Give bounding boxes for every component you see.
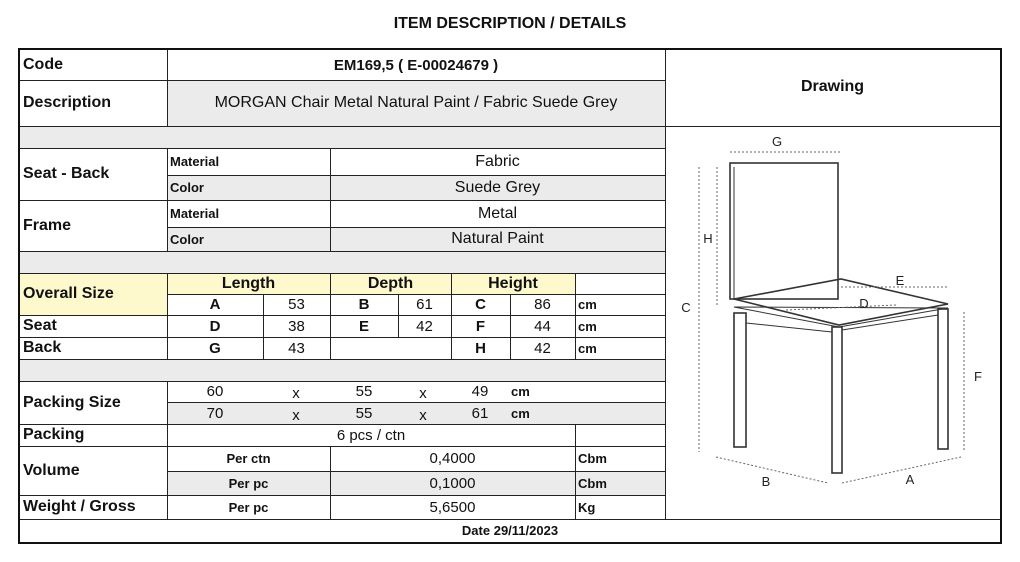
back-label: Back xyxy=(23,339,62,356)
volume-per-pc-label: Per pc xyxy=(228,475,269,491)
frame-color-label: Color xyxy=(170,231,204,247)
packing-label: Packing xyxy=(23,426,85,443)
volume-label: Volume xyxy=(23,461,80,479)
seat-color-label: Color xyxy=(170,180,204,195)
drawing-label-a: A xyxy=(905,472,915,487)
chair-drawing xyxy=(666,127,1000,519)
volume-per-pc-value: 0,1000 xyxy=(429,474,476,492)
packing-size-height: 49 xyxy=(471,383,489,400)
weight-value: 5,6500 xyxy=(429,498,476,516)
back-h-label: H xyxy=(475,339,486,357)
packing-size-height: 61 xyxy=(471,404,489,422)
overall-size-label: Overall Size xyxy=(23,285,114,302)
packing-size-unit: cm xyxy=(511,405,530,421)
description-value: MORGAN Chair Metal Natural Paint / Fabric Suede Grey xyxy=(214,94,618,111)
drawing-label-d: D xyxy=(859,296,869,311)
seat-back-label: Seat - Back xyxy=(23,165,110,182)
overall-b-label: B xyxy=(358,296,370,313)
height-header: Height xyxy=(488,274,538,292)
seat-color-value: Suede Grey xyxy=(454,178,541,196)
seat-e-value: 42 xyxy=(416,317,433,335)
seat-f-label: F xyxy=(475,317,486,335)
packing-size-x: x xyxy=(419,385,427,402)
back-unit: cm xyxy=(578,340,597,356)
overall-a-label: A xyxy=(209,296,221,313)
volume-per-ctn-value: 0,4000 xyxy=(429,450,476,467)
seat-material-value: Fabric xyxy=(475,152,520,170)
overall-c-value: 86 xyxy=(534,296,551,313)
packing-size-x: x xyxy=(419,406,427,424)
seat-f-value: 44 xyxy=(534,317,551,335)
overall-unit: cm xyxy=(578,297,597,312)
seat-d-value: 38 xyxy=(288,317,305,335)
packing-size-width: 55 xyxy=(355,383,373,400)
frame-material-label: Material xyxy=(170,206,220,221)
code-value: EM169,5 ( E-00024679 ) xyxy=(333,56,499,74)
back-h-value: 42 xyxy=(534,339,551,357)
drawing-label-f: F xyxy=(974,369,982,384)
packing-size-x: x xyxy=(292,406,300,424)
seat-d-label: D xyxy=(209,317,221,335)
date-text: Date 29/11/2023 xyxy=(461,523,559,538)
drawing-label-h: H xyxy=(703,231,713,246)
packing-value: 6 pcs / ctn xyxy=(336,426,406,444)
packing-size-unit: cm xyxy=(511,384,530,399)
volume-per-ctn-unit: Cbm xyxy=(578,451,607,466)
packing-size-length: 60 xyxy=(206,383,224,400)
volume-per-ctn-label: Per ctn xyxy=(226,451,271,466)
frame-label: Frame xyxy=(23,216,72,234)
seat-label: Seat xyxy=(23,317,57,334)
seat-material-label: Material xyxy=(170,154,220,169)
back-g-value: 43 xyxy=(288,339,305,357)
packing-size-label: Packing Size xyxy=(23,393,121,411)
length-header: Length xyxy=(221,274,276,292)
packing-size-width: 55 xyxy=(355,404,373,422)
back-g-label: G xyxy=(209,339,221,357)
frame-color-value: Natural Paint xyxy=(451,230,544,247)
volume-per-pc-unit: Cbm xyxy=(578,475,607,491)
seat-e-label: E xyxy=(358,317,369,335)
code-label: Code xyxy=(23,56,63,73)
weight-unit: Kg xyxy=(578,499,596,515)
seat-unit: cm xyxy=(578,318,597,334)
drawing-label-g: G xyxy=(771,134,783,149)
overall-c-label: C xyxy=(475,296,486,313)
drawing-label-c: C xyxy=(681,300,691,315)
page-title: ITEM DESCRIPTION / DETAILS xyxy=(393,15,627,32)
overall-a-value: 53 xyxy=(288,296,305,313)
packing-size-x: x xyxy=(292,385,300,402)
drawing-label-b: B xyxy=(761,474,771,489)
depth-header: Depth xyxy=(367,274,414,292)
description-label: Description xyxy=(23,94,112,111)
drawing-label-e: E xyxy=(895,273,905,288)
weight-label: Weight / Gross xyxy=(23,498,136,515)
packing-size-length: 70 xyxy=(206,404,224,422)
frame-material-value: Metal xyxy=(477,204,518,222)
drawing-label: Drawing xyxy=(800,78,865,95)
overall-b-value: 61 xyxy=(416,296,433,313)
weight-per-pc-label: Per pc xyxy=(228,499,269,515)
